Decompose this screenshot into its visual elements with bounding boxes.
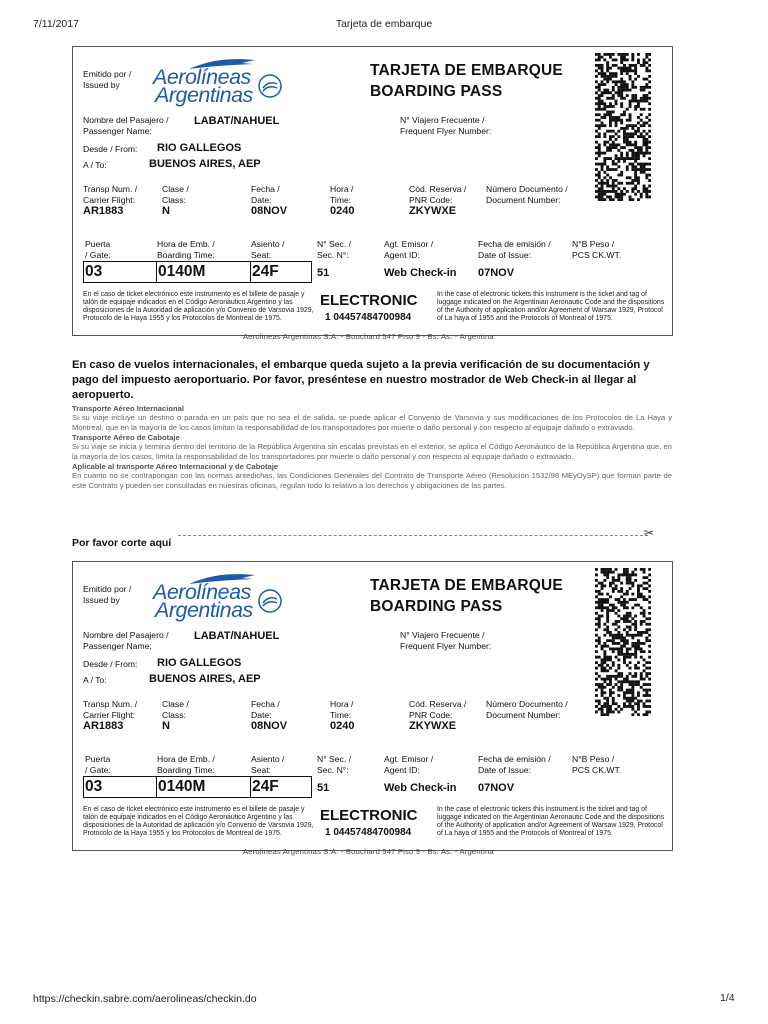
boarding-field: Hora de Emb. / Boarding Time: bbox=[157, 239, 215, 260]
ffn-label: N° Viajero Frecuente / Frequent Flyer Number: bbox=[400, 115, 492, 136]
barcode bbox=[595, 568, 651, 716]
date-value: 08NOV bbox=[251, 205, 288, 217]
issue-field: Fecha de emisión / Date of Issue: 07NOV bbox=[478, 754, 551, 794]
print-url: https://checkin.sabre.com/aerolineas/checkin.do bbox=[33, 993, 257, 1005]
issue-value: 07NOV bbox=[478, 267, 515, 279]
cut-line bbox=[178, 535, 648, 536]
issued-by-es: Emitido por / bbox=[83, 69, 132, 79]
page-number: 1/4 bbox=[720, 992, 735, 1004]
issued-by-en: Issued by bbox=[83, 79, 120, 90]
company-address: Aerolineas Argentinas S.A. - Bouchard 547 Piso 9 - Bs. As. - Argentina bbox=[243, 847, 494, 856]
boarding-pass bbox=[72, 561, 673, 856]
electronic-label: ELECTRONIC bbox=[320, 807, 418, 824]
logo-text-2: Argentinas bbox=[155, 598, 253, 622]
pnr-value: ZKYWXE bbox=[409, 205, 457, 217]
date-field: Fecha / Date: 08NOV bbox=[251, 184, 288, 217]
notice-heading-2: Transporte Aéreo de Cabotaje bbox=[72, 433, 180, 442]
issue-field: Fecha de emisión / Date of Issue: 07NOV bbox=[478, 239, 551, 279]
notice-text-3: En cuanto no se contrapongan con las normas antedichas, las Condiciones Generales del Contrato de Transporte Aéreo (Resolución 1532/98 MEyOySP) que forman parte de este Contrato y pueden ser consultadas en nuestras oficinas, regulan todo lo relativo a los derechos y obligaciones de las partes. bbox=[72, 471, 672, 490]
time-field: Hora / Time: 0240 bbox=[330, 184, 355, 217]
seat-value: 24F bbox=[250, 776, 312, 798]
gate-field: Puerta / Gate: bbox=[85, 239, 111, 260]
to-value: BUENOS AIRES, AEP bbox=[149, 673, 261, 685]
bag-field: N°B Peso / PCS CK.WT. bbox=[572, 754, 622, 775]
legal-es: En el caso de ticket electrónico este instrumento es el billete de pasaje y talón de equipaje indicados en el Código Aeronáutico Argentino y las disposiciones de la Autoridad de aplicación y/o Convenio de Varsovia 1929, Protocolo de la Haya 1955 y los Protocolos de Montreal de 1975. bbox=[83, 806, 314, 837]
class-field: Clase / Class: N bbox=[162, 699, 189, 732]
electronic-label: ELECTRONIC bbox=[320, 292, 418, 309]
seq-field: N° Sec. / Sec. N°: 51 bbox=[317, 754, 352, 794]
seat-field: Asiento / Seat: bbox=[251, 754, 285, 775]
to-label: A / To: bbox=[83, 675, 107, 685]
issued-by-es: Emitido por / bbox=[83, 584, 132, 594]
ticket-number: 1 04457484700984 bbox=[325, 827, 412, 838]
agent-field: Agt. Emisor / Agent ID: Web Check-in bbox=[384, 239, 457, 279]
ticket-number: 1 04457484700984 bbox=[325, 312, 412, 323]
doc-field: Número Documento / Document Number: bbox=[486, 184, 568, 205]
ffn-label: N° Viajero Frecuente / Frequent Flyer Number: bbox=[400, 630, 492, 651]
barcode-icon bbox=[595, 53, 651, 201]
cut-here-label: Por favor corte aquí bbox=[72, 537, 172, 549]
passenger-label: Nombre del Pasajero / Passenger Name: bbox=[83, 630, 169, 651]
pass-title bbox=[370, 60, 563, 102]
flight-value: AR1883 bbox=[83, 205, 124, 217]
pnr-field: Cód. Reserva / PNR Code: ZKYWXE bbox=[409, 699, 467, 732]
skyteam-icon bbox=[257, 73, 283, 99]
barcode-icon bbox=[595, 568, 651, 716]
gate-field: Puerta / Gate: bbox=[85, 754, 111, 775]
pnr-value: ZKYWXE bbox=[409, 720, 457, 732]
flight-field: Transp Num. / Carrier Flight: AR1883 bbox=[83, 699, 138, 732]
to-label: A / To: bbox=[83, 160, 107, 170]
time-value: 0240 bbox=[330, 720, 355, 732]
passenger-label: Nombre del Pasajero / Passenger Name: bbox=[83, 115, 169, 136]
class-value: N bbox=[162, 720, 170, 732]
from-value: RIO GALLEGOS bbox=[157, 142, 242, 154]
boarding-field: Hora de Emb. / Boarding Time: bbox=[157, 754, 215, 775]
from-value: RIO GALLEGOS bbox=[157, 657, 242, 669]
seat-field: Asiento / Seat: bbox=[251, 239, 285, 260]
print-title: Tarjeta de embarque bbox=[335, 18, 433, 30]
notice-heading-3: Aplicable al transporte Aéreo Internacional y de Cabotaje bbox=[72, 462, 279, 471]
issued-by-en: Issued by bbox=[83, 594, 120, 605]
date-field: Fecha / Date: 08NOV bbox=[251, 699, 288, 732]
boarding-pass bbox=[72, 46, 673, 341]
issued-by-label bbox=[83, 584, 131, 605]
notice-text-1: Si su viaje incluye un destino o parada en un país que no sea el de salida, se puede aplicar el Convenio de Varsovia y sus modificaciones de los Protocolos de La Haya y Montreal, que en la mayoría de los casos limitan la responsabilidad de los transportadores por muerte o daño personal y con respecto al equipaje dañado o extraviado. bbox=[72, 413, 672, 432]
flight-value: AR1883 bbox=[83, 720, 124, 732]
pnr-field: Cód. Reserva / PNR Code: ZKYWXE bbox=[409, 184, 467, 217]
logo-text-1: Aerolíneas bbox=[153, 65, 251, 89]
notice-bold: En caso de vuelos internacionales, el embarque queda sujeto a la previa verificación de su documentación y pago del impuesto aeroportuario. Por favor, preséntese en nuestro mostrador de Web Check-in al llegar al aeropuerto. bbox=[72, 359, 650, 401]
class-field: Clase / Class: N bbox=[162, 184, 189, 217]
time-field: Hora / Time: 0240 bbox=[330, 699, 355, 732]
title-es: TARJETA DE EMBARQUE bbox=[370, 62, 563, 79]
gate-value: 03 bbox=[83, 261, 157, 283]
boarding-value: 0140M bbox=[156, 261, 251, 283]
company-address: Aerolineas Argentinas S.A. - Bouchard 547 Piso 9 - Bs. As. - Argentina bbox=[243, 332, 494, 341]
seq-value: 51 bbox=[317, 267, 330, 279]
legal-es: En el caso de ticket electrónico este instrumento es el billete de pasaje y talón de equipaje indicados en el Código Aeronáutico Argentino y las disposiciones de la Autoridad de aplicación y/o Convenio de Varsovia 1929, Protocolo de la Haya 1955 y los Protocolos de Montreal de 1975. bbox=[83, 291, 314, 322]
notice-text-2: Si su viaje se inicia y termina dentro del territorio de la República Argentina sin escalas previstas en el exterior, se aplica el Código Aeronáutico de la República Argentina que, en la mayoría de los casos, limita la responsabilidad de los transportadores por muerte o daño personal y con respecto al equipaje dañado o extraviado. bbox=[72, 442, 672, 461]
passenger-name: LABAT/NAHUEL bbox=[194, 630, 280, 642]
print-header bbox=[0, 18, 768, 32]
scissors-icon: ✂ bbox=[644, 526, 655, 540]
notice-section bbox=[72, 358, 672, 490]
date-value: 08NOV bbox=[251, 720, 288, 732]
pass-title bbox=[370, 575, 563, 617]
legal-en: In the case of electronic tickets this instrument is the ticket and tag of luggage indicated on the Argentinian Aeronautic Code and the dispositions of the Authority of application and/or Agreement of Warsaw 1929, Protocol of La haya of 1955 and the Protocols of Montreal of 1975. bbox=[437, 806, 665, 837]
issue-value: 07NOV bbox=[478, 782, 515, 794]
bag-field: N°B Peso / PCS CK.WT. bbox=[572, 239, 622, 260]
notice-heading-1: Transporte Aéreo Internacional bbox=[72, 404, 184, 413]
issued-by-label bbox=[83, 69, 131, 90]
agent-field: Agt. Emisor / Agent ID: Web Check-in bbox=[384, 754, 457, 794]
logo-text-1: Aerolíneas bbox=[153, 580, 251, 604]
flight-field: Transp Num. / Carrier Flight: AR1883 bbox=[83, 184, 138, 217]
title-en: BOARDING PASS bbox=[370, 83, 503, 100]
airline-logo bbox=[153, 572, 283, 620]
agent-value: Web Check-in bbox=[384, 782, 457, 794]
agent-value: Web Check-in bbox=[384, 267, 457, 279]
seq-field: N° Sec. / Sec. N°: 51 bbox=[317, 239, 352, 279]
class-value: N bbox=[162, 205, 170, 217]
seat-value: 24F bbox=[250, 261, 312, 283]
from-label: Desde / From: bbox=[83, 144, 138, 154]
title-en: BOARDING PASS bbox=[370, 598, 503, 615]
print-date: 7/11/2017 bbox=[33, 18, 79, 30]
time-value: 0240 bbox=[330, 205, 355, 217]
boarding-value: 0140M bbox=[156, 776, 251, 798]
title-es: TARJETA DE EMBARQUE bbox=[370, 577, 563, 594]
logo-text-2: Argentinas bbox=[155, 83, 253, 107]
skyteam-icon bbox=[257, 588, 283, 614]
seq-value: 51 bbox=[317, 782, 330, 794]
legal-en: In the case of electronic tickets this instrument is the ticket and tag of luggage indicated on the Argentinian Aeronautic Code and the dispositions of the Authority of application and/or Agreement of Warsaw 1929, Protocol of La haya of 1955 and the Protocols of Montreal of 1975. bbox=[437, 291, 665, 322]
to-value: BUENOS AIRES, AEP bbox=[149, 158, 261, 170]
gate-value: 03 bbox=[83, 776, 157, 798]
from-label: Desde / From: bbox=[83, 659, 138, 669]
doc-field: Número Documento / Document Number: bbox=[486, 699, 568, 720]
barcode bbox=[595, 53, 651, 201]
airline-logo bbox=[153, 57, 283, 105]
passenger-name: LABAT/NAHUEL bbox=[194, 115, 280, 127]
